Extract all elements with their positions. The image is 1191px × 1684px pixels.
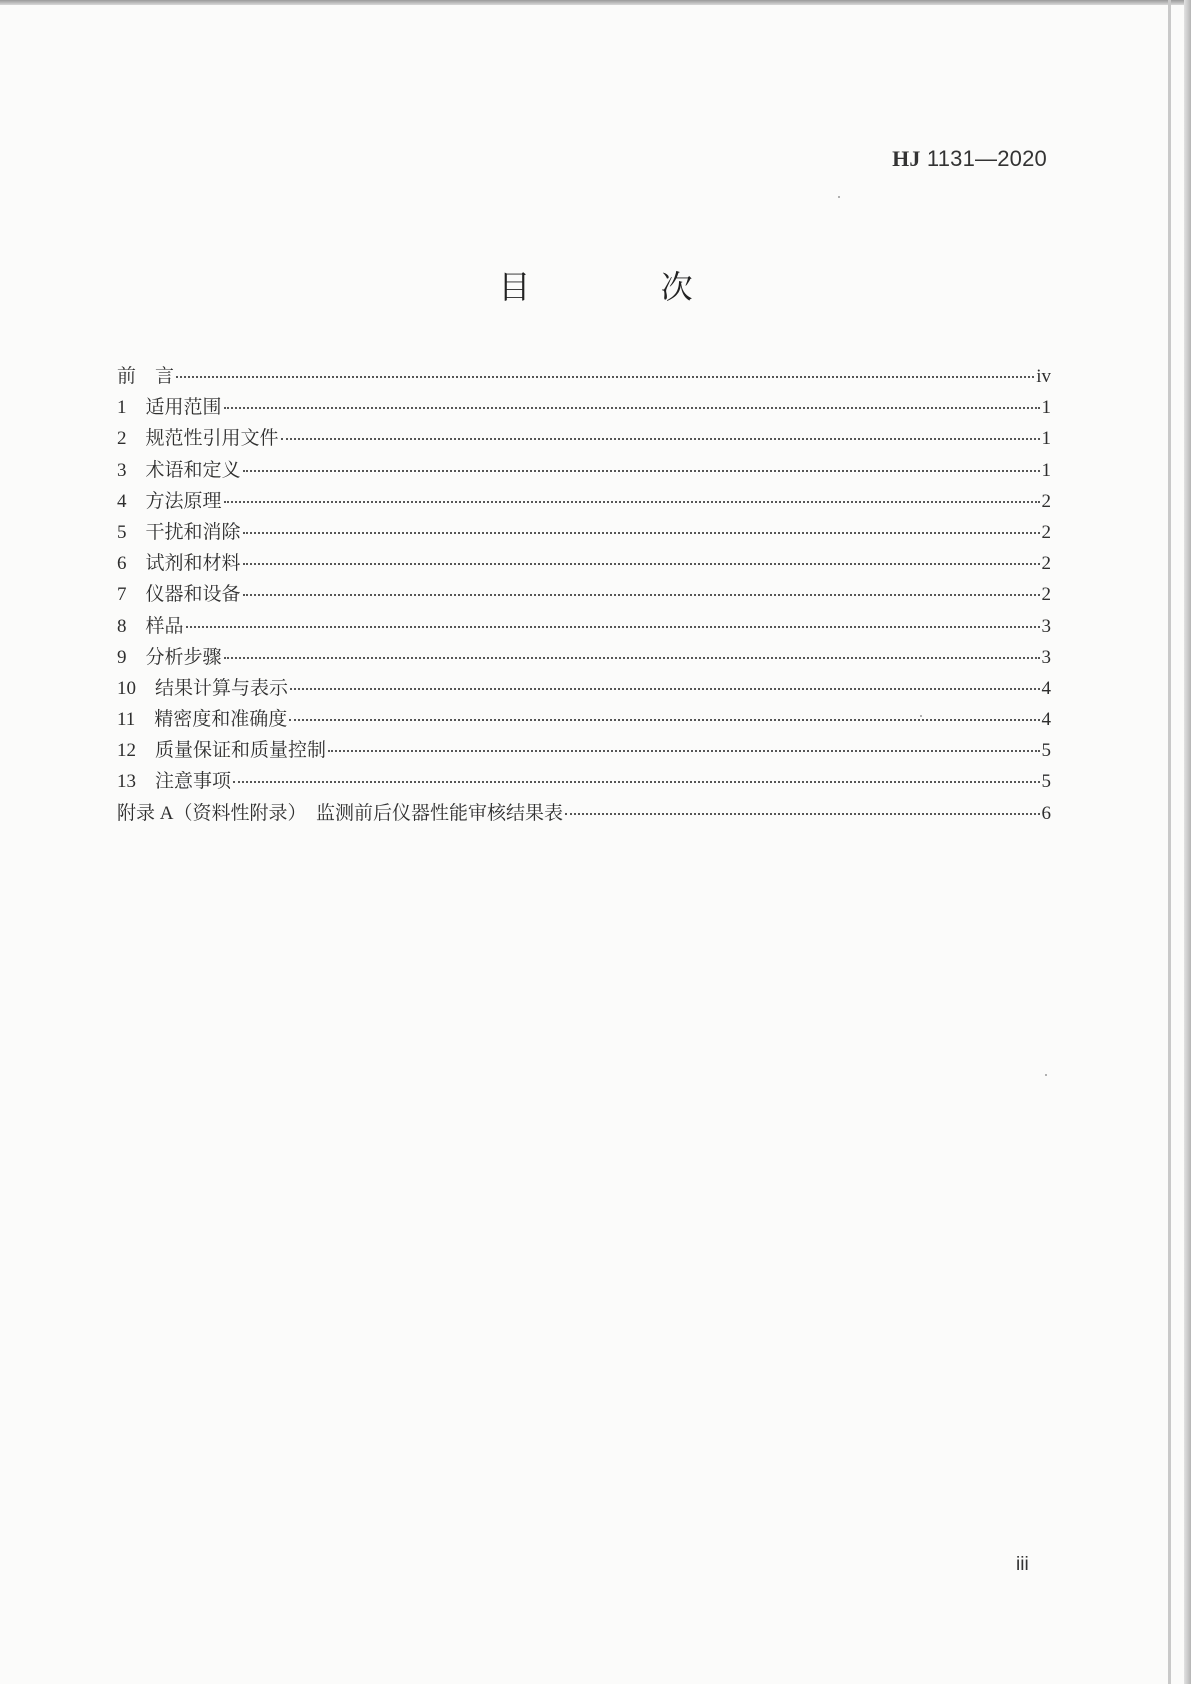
document-code-number: 1131—2020	[920, 146, 1047, 171]
toc-dot-leader	[289, 719, 1039, 721]
toc-entry-label: 12 质量保证和质量控制	[117, 740, 327, 762]
toc-entry-label: 附录 A（资料性附录） 监测前后仪器性能审核结果表	[117, 802, 563, 824]
toc-entry[interactable]	[117, 704, 1051, 735]
toc-dot-leader	[243, 594, 1040, 596]
toc-dot-leader	[565, 813, 1040, 815]
toc-dot-leader	[186, 626, 1040, 628]
toc-entry-page: 4	[1041, 709, 1051, 731]
toc-entry[interactable]	[117, 579, 1051, 610]
toc-entry-page: 2	[1041, 584, 1051, 606]
toc-dot-leader	[290, 688, 1039, 690]
toc-entry-label: 9 分析步骤	[117, 646, 222, 668]
toc-entry-label: 7 仪器和设备	[117, 584, 241, 606]
toc-entry-label: 1 适用范围	[117, 397, 222, 419]
toc-entry-page: iv	[1036, 366, 1051, 387]
toc-entry-label: 4 方法原理	[117, 490, 222, 512]
toc-entry-label: 6 试剂和材料	[117, 553, 241, 575]
toc-entry-label: 5 干扰和消除	[117, 521, 241, 543]
toc-entry-page: 1	[1041, 428, 1051, 450]
toc-dot-leader	[224, 501, 1040, 503]
scan-speck	[920, 715, 922, 717]
toc-entry-label: 13 注意事项	[117, 771, 232, 793]
scan-right-line	[1168, 0, 1171, 1684]
toc-dot-leader	[328, 750, 1039, 752]
toc-entry-label: 3 术语和定义	[117, 459, 241, 481]
toc-entry[interactable]	[117, 766, 1051, 797]
toc-entry-page: 5	[1041, 771, 1051, 793]
toc-entry-label: 10 结果计算与表示	[117, 677, 289, 699]
scan-right-edge	[1184, 0, 1191, 1684]
toc-entry[interactable]	[117, 361, 1051, 392]
toc-entry[interactable]	[117, 798, 1051, 829]
toc-entry[interactable]	[117, 517, 1051, 548]
toc-entry[interactable]	[117, 455, 1051, 486]
scan-speck	[838, 196, 840, 198]
toc-entry-page: 2	[1041, 553, 1051, 575]
toc-dot-leader	[224, 407, 1040, 409]
toc-entry-page: 6	[1041, 802, 1051, 824]
toc-entry-page: 1	[1041, 397, 1051, 419]
toc-entry-page: 3	[1041, 615, 1051, 637]
toc-entry-page: 2	[1041, 521, 1051, 543]
toc-entry[interactable]	[117, 642, 1051, 673]
toc-entry[interactable]	[117, 735, 1051, 766]
table-of-contents	[117, 361, 1051, 829]
scan-speck	[1045, 1074, 1047, 1076]
toc-dot-leader	[224, 657, 1040, 659]
document-code	[892, 146, 1047, 172]
toc-entry[interactable]	[117, 611, 1051, 642]
toc-title: 目 次	[498, 268, 753, 306]
toc-entry-label: 11 精密度和准确度	[117, 709, 288, 731]
document-code-prefix: HJ	[892, 146, 921, 171]
toc-entry[interactable]	[117, 673, 1051, 704]
toc-entry[interactable]	[117, 423, 1051, 454]
toc-entry-page: 1	[1041, 459, 1051, 481]
page-number: iii	[1016, 1554, 1029, 1575]
toc-entry-page: 2	[1041, 490, 1051, 512]
toc-dot-leader	[281, 438, 1040, 440]
toc-entry[interactable]	[117, 392, 1051, 423]
toc-entry-page: 4	[1041, 677, 1051, 699]
toc-entry[interactable]	[117, 548, 1051, 579]
toc-entry-page: 3	[1041, 646, 1051, 668]
toc-entry-label: 2 规范性引用文件	[117, 428, 279, 450]
toc-entry-label: 前 言	[117, 366, 175, 387]
toc-dot-leader	[243, 563, 1040, 565]
toc-dot-leader	[243, 470, 1040, 472]
toc-entry-label: 8 样品	[117, 615, 184, 637]
toc-dot-leader	[176, 376, 1034, 378]
toc-entry-page: 5	[1041, 740, 1051, 762]
toc-dot-leader	[243, 532, 1040, 534]
scan-top-edge	[0, 0, 1191, 5]
toc-entry[interactable]	[117, 486, 1051, 517]
toc-dot-leader	[233, 781, 1039, 783]
